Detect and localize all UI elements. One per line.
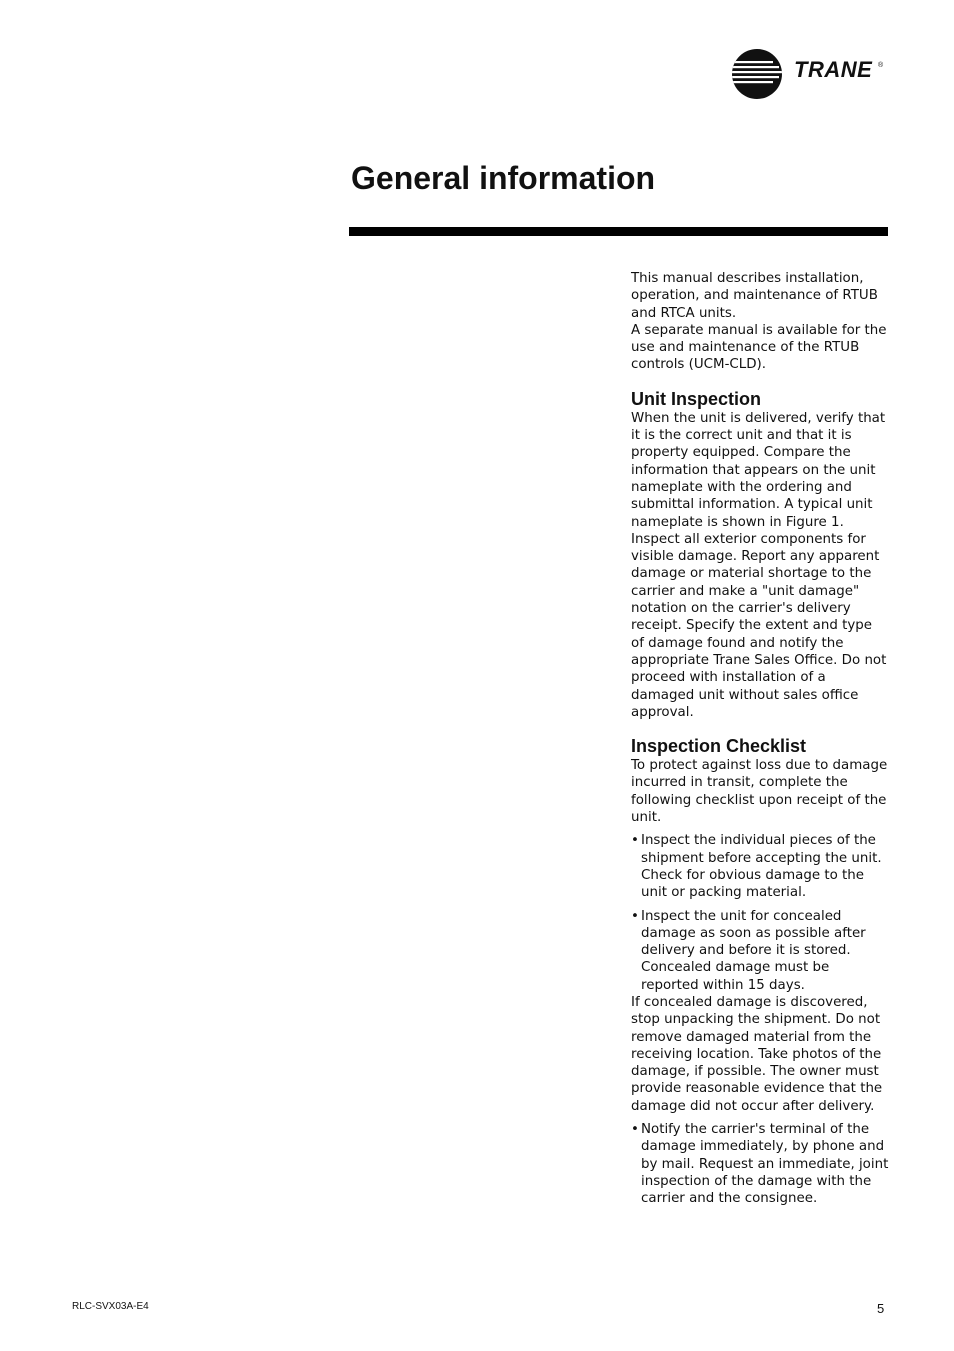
inspection-checklist-heading: Inspection Checklist bbox=[631, 736, 807, 757]
title-divider bbox=[349, 227, 888, 236]
concealed-damage-paragraph: If concealed damage is discovered, stop unpacking the shipment. Do not remove damaged material from the receiving location. Take photos of the damage, if possible. The owner must provide reasonable evidence that the damage did not occur after delivery. bbox=[631, 994, 883, 1114]
registered-mark: ® bbox=[878, 62, 884, 69]
checklist-item bbox=[631, 1121, 889, 1207]
unit-inspection-body: When the unit is delivered, verify that it is the correct unit and that it is property equipped. Compare the information that appears on the unit nameplate with the ordering and submittal information. A typical unit nameplate is shown in Figure 1. Inspect all exterior components for visible damage. Report any apparent damage or material shortage to the carrier and make a "unit damage" notation on the carrier's delivery receipt. Specify the extent and type of damage found and notify the appropriate Trane Sales Office. Do not proceed with installation of a damaged unit without sales office approval. bbox=[631, 410, 887, 720]
bullet-icon: • bbox=[631, 1122, 639, 1138]
document-code: RLC-SVX03A-E4 bbox=[72, 1301, 149, 1312]
intro-paragraph: A separate manual is available for the use and maintenance of the RTUB controls (UCM-CLD). bbox=[631, 322, 887, 373]
checklist-intro: To protect against loss due to damage incurred in transit, complete the following checklist upon receipt of the unit. bbox=[631, 758, 888, 826]
main-content bbox=[631, 270, 889, 1208]
unit-inspection-section bbox=[631, 388, 889, 721]
page-title: General information bbox=[351, 160, 656, 196]
bullet-icon: • bbox=[631, 908, 639, 924]
inspection-checklist-section bbox=[631, 735, 889, 1207]
brand-wordmark: TRANE bbox=[794, 57, 873, 82]
checklist-item-text: Notify the carrier's terminal of the damage immediately, by phone and by mail. Request an immediate, joint inspection of the damage with the carrier and the consignee. bbox=[641, 1122, 889, 1207]
trane-circle-logo-icon bbox=[731, 47, 785, 101]
checklist-item bbox=[631, 908, 889, 994]
checklist-item-text: Inspect the unit for concealed damage as soon as possible after delivery and before it is stored. Concealed damage must be reported within 15 days. bbox=[641, 908, 866, 993]
brand-logo bbox=[731, 47, 891, 101]
unit-inspection-heading: Unit Inspection bbox=[631, 388, 761, 409]
checklist-item-text: Inspect the individual pieces of the shipment before accepting the unit. Check for obvious damage to the unit or packing material. bbox=[641, 833, 882, 901]
page-number: 5 bbox=[877, 1301, 885, 1316]
intro-paragraph: This manual describes installation, operation, and maintenance of RTUB and RTCA units. bbox=[631, 271, 878, 321]
intro-section bbox=[631, 270, 889, 374]
bullet-icon: • bbox=[631, 833, 639, 849]
checklist-item bbox=[631, 832, 889, 901]
